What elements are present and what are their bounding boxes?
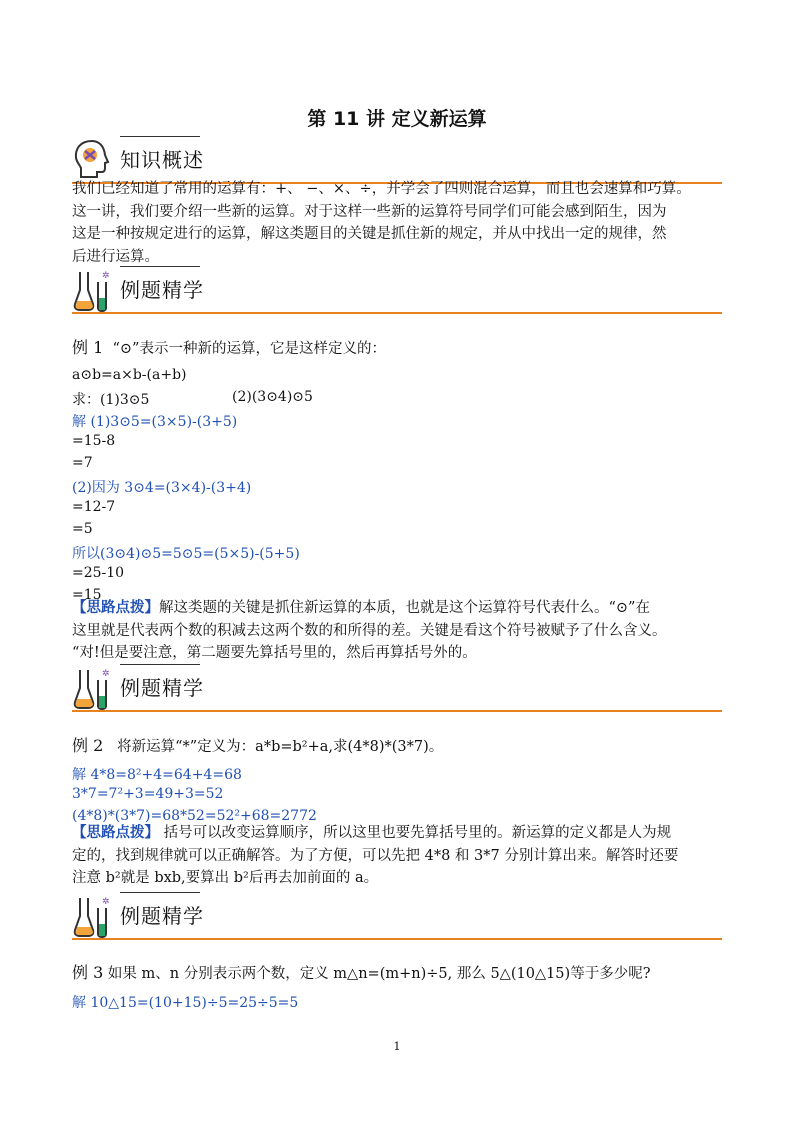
section-header-example-2 — [72, 664, 722, 712]
flask-icon — [72, 894, 114, 938]
svg-text:✲: ✲ — [102, 669, 110, 679]
example-number: 例 3 — [72, 963, 104, 982]
example-number: 例 1 — [72, 338, 104, 357]
solution-line: (4*8)*(3*7)=68*52=52²+68=2772 — [72, 808, 317, 824]
tip-line: 解这类题的关键是抓住新运算的本质，也就是这个运算符号代表什么。“⊙”在 — [159, 600, 650, 616]
page-number: 1 — [393, 1040, 401, 1053]
section-label-example: 例题精学 — [120, 676, 204, 700]
question-text: “⊙”表示一种新的运算，它是这样定义的： — [112, 341, 386, 357]
page-title: 第 11 讲 定义新运算 — [307, 108, 487, 130]
svg-text:✲: ✲ — [102, 897, 110, 907]
tip-label: 【思路点拨】 — [72, 599, 159, 616]
intro-paragraph — [72, 178, 724, 268]
tip-line: 括号可以改变运算顺序，所以这里也要先算括号里的。新运算的定义都是人为规 — [159, 825, 672, 841]
section-label-knowledge: 知识概述 — [120, 148, 204, 172]
flask-icon — [72, 666, 114, 710]
section-header-example-1 — [72, 266, 722, 314]
intro-line: 我们已经知道了常用的运算有：+、 −、×、÷，并学会了四则混合运算，而且也会速算和巧算。 — [72, 181, 691, 197]
tip-line: 定的，找到规律就可以正确解答。为了方便，可以先把 4*8 和 3*7 分别计算出来。解答时还要 — [72, 847, 679, 864]
solution-line: =12-7 — [72, 499, 116, 515]
intro-line: 后进行运算。 — [72, 248, 159, 265]
solution-line: 所以(3⊙4)⊙5=5⊙5=(5×5)-(5+5) — [72, 546, 300, 562]
ask-1: 求：(1)3⊙5 — [72, 392, 150, 408]
example-number: 例 2 — [72, 736, 104, 755]
section-label-example: 例题精学 — [120, 904, 204, 928]
flask-icon — [72, 268, 114, 312]
section-label-example: 例题精学 — [120, 278, 204, 302]
solution-line: (2)因为 3⊙4=(3×4)-(3+4) — [72, 480, 252, 496]
solution-line: =15 — [72, 587, 102, 603]
tip-paragraph — [72, 822, 724, 890]
head-icon — [72, 138, 112, 180]
solution-line: =25-10 — [72, 565, 125, 581]
tip-line: “对!但是要注意，第二题要先算括号里的，然后再算括号外的。 — [72, 645, 477, 661]
definition: a⊙b=a×b-(a+b) — [72, 367, 187, 383]
intro-line: 这一讲，我们要介绍一些新的运算。对于这样一些新的运算符号同学们可能会感到陌生，因为 — [72, 203, 667, 220]
tip-line: 注意 b²就是 bxb,要算出 b²后再去加前面的 a。 — [72, 870, 379, 886]
tip-label: 【思路点拨】 — [72, 824, 159, 841]
solution-line: 3*7=7²+3=49+3=52 — [72, 786, 224, 802]
solution-line: =15-8 — [72, 433, 116, 449]
solution-line: =5 — [72, 521, 93, 537]
question-text: 将新运算“*”定义为：a*b=b²+a,求(4*8)*(3*7)。 — [117, 739, 444, 755]
question-text: 如果 m、n 分别表示两个数，定义 m△n=(m+n)÷5, 那么 5△(10△15)等于多少呢? — [107, 966, 651, 982]
solution-line: 解 4*8=8²+4=64+4=68 — [72, 767, 242, 783]
example-1-question — [72, 335, 386, 358]
example-2-question — [72, 733, 443, 756]
example-3-question — [72, 960, 650, 983]
solution-line: 解 (1)3⊙5=(3×5)-(3+5) — [72, 414, 238, 430]
section-header-knowledge — [72, 136, 722, 184]
tip-paragraph — [72, 597, 724, 665]
svg-text:✲: ✲ — [102, 271, 110, 281]
solution-line: =7 — [72, 455, 93, 471]
tip-line: 这里就是代表两个数的积减去这两个数的和所得的差。关键是看这个符号被赋予了什么含义。 — [72, 622, 667, 639]
solution-line: 解 10△15=(10+15)÷5=25÷5=5 — [72, 995, 299, 1011]
intro-line: 这是一种按规定进行的运算，解这类题目的关键是抓住新的规定，并从中找出一定的规律，然 — [72, 226, 667, 242]
ask-2: (2)(3⊙4)⊙5 — [232, 389, 313, 405]
section-header-example-3 — [72, 892, 722, 940]
